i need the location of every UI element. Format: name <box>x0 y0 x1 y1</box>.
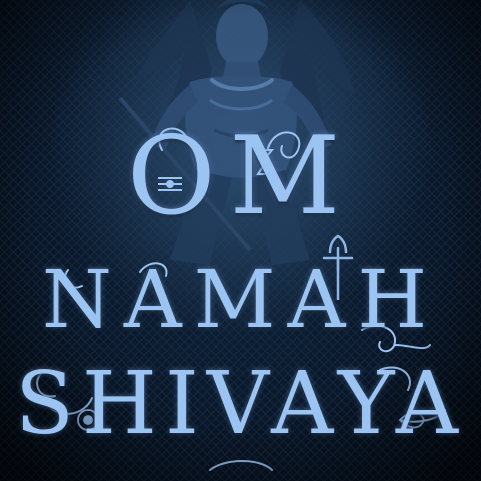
title-shivaya: SHIVAYA <box>15 354 466 454</box>
title-om: OM <box>126 114 355 239</box>
title-namah: NAMAH <box>41 253 440 346</box>
